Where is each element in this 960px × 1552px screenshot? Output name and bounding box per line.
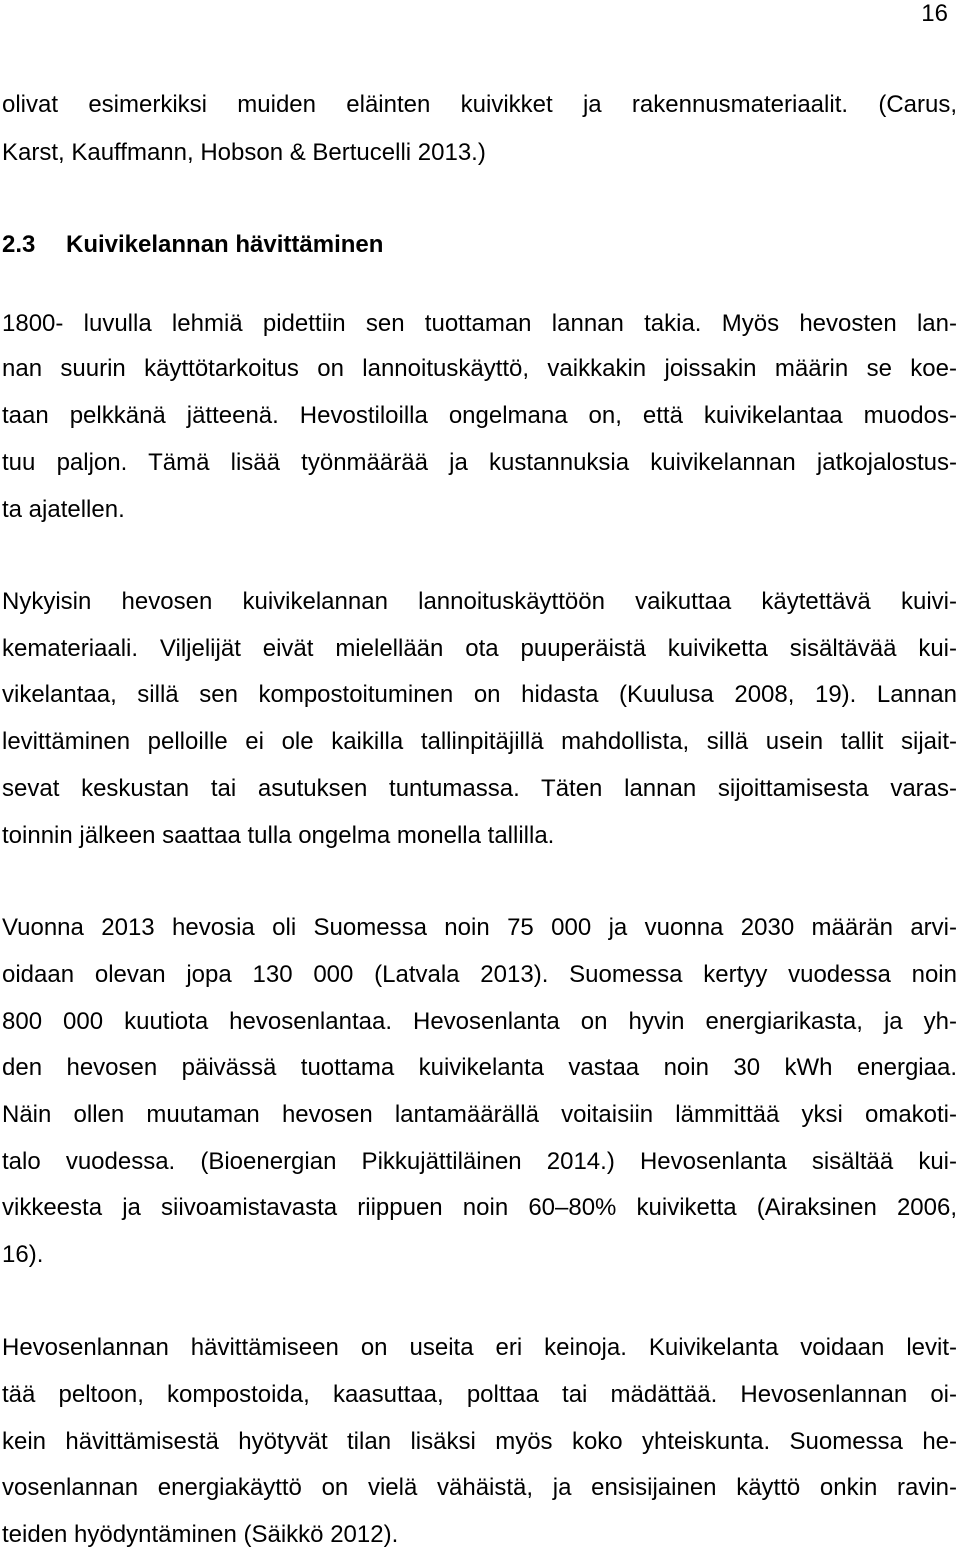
paragraph-4-line-1: Vuonna 2013 hevosia oli Suomessa noin 75 000 ja vuonna 2030 määrän arvi- [2,914,957,941]
paragraph-4-line-6: talo vuodessa. (Bioenergian Pikkujättiläinen 2014.) Hevosenlanta sisältää kui- [2,1148,957,1175]
paragraph-1-line-2: Karst, Kauffmann, Hobson & Bertucelli 2013.) [2,139,486,166]
section-heading [2,230,383,260]
paragraph-3-line-4: levittäminen pelloille ei ole kaikilla tallinpitäjillä mahdollista, sillä usein tallit sijait- [2,728,957,755]
paragraph-3-line-3: vikelantaa, sillä sen kompostoituminen on hidasta (Kuulusa 2008, 19). Lannan [2,681,957,708]
paragraph-5-line-1: Hevosenlannan hävittämiseen on useita eri keinoja. Kuivikelanta voidaan levit- [2,1334,957,1361]
paragraph-2-line-1: 1800- luvulla lehmiä pidettiin sen tuottaman lannan takia. Myös hevosten lan- [2,310,957,337]
paragraph-3-line-6: toinnin jälkeen saattaa tulla ongelma monella tallilla. [2,822,555,849]
paragraph-4-line-5: Näin ollen muutaman hevosen lantamäärällä voitaisiin lämmittää yksi omakoti- [2,1101,957,1128]
paragraph-5-line-5: teiden hyödyntäminen (Säikkö 2012). [2,1521,399,1548]
paragraph-2-line-2: nan suurin käyttötarkoitus on lannoituskäyttö, vaikkakin joissakin määrin se koe- [2,355,957,382]
paragraph-2-line-5: ta ajatellen. [2,496,125,523]
paragraph-5-line-4: vosenlannan energiakäyttö on vielä vähäistä, ja ensisijainen käyttö onkin ravin- [2,1474,957,1501]
paragraph-4-line-7: vikkeesta ja siivoamistavasta riippuen noin 60–80% kuiviketta (Airaksinen 2006, [2,1194,957,1221]
paragraph-5-line-3: kein hävittämisestä hyötyvät tilan lisäksi myös koko yhteiskunta. Suomessa he- [2,1428,957,1455]
paragraph-4-line-8: 16). [2,1241,44,1268]
paragraph-2-line-4: tuu paljon. Tämä lisää työnmäärää ja kustannuksia kuivikelannan jatkojalostus- [2,449,957,476]
paragraph-4-line-4: den hevosen päivässä tuottama kuivikelanta vastaa noin 30 kWh energiaa. [2,1054,957,1081]
page-number: 16 [921,0,948,27]
paragraph-1-line-1: olivat esimerkiksi muiden eläinten kuivikket ja rakennusmateriaalit. (Carus, [2,91,957,118]
paragraph-4-line-2: oidaan olevan jopa 130 000 (Latvala 2013). Suomessa kertyy vuodessa noin [2,961,957,988]
paragraph-3-line-2: kemateriaali. Viljelijät eivät mielellään ota puuperäistä kuiviketta sisältävää kui- [2,635,957,662]
paragraph-3-line-5: sevat keskustan tai asutuksen tuntumassa. Täten lannan sijoittamisesta varas- [2,775,957,802]
paragraph-2-line-3: taan pelkkänä jätteenä. Hevostiloilla ongelmana on, että kuivikelantaa muodos- [2,402,957,429]
section-number: 2.3 [2,231,36,258]
paragraph-5-line-2: tää peltoon, kompostoida, kaasuttaa, polttaa tai mädättää. Hevosenlannan oi- [2,1381,957,1408]
section-title: Kuivikelannan hävittäminen [66,231,384,258]
paragraph-4-line-3: 800 000 kuutiota hevosenlantaa. Hevosenlanta on hyvin energiarikasta, ja yh- [2,1008,957,1035]
paragraph-3-line-1: Nykyisin hevosen kuivikelannan lannoituskäyttöön vaikuttaa käytettävä kuivi- [2,588,957,615]
